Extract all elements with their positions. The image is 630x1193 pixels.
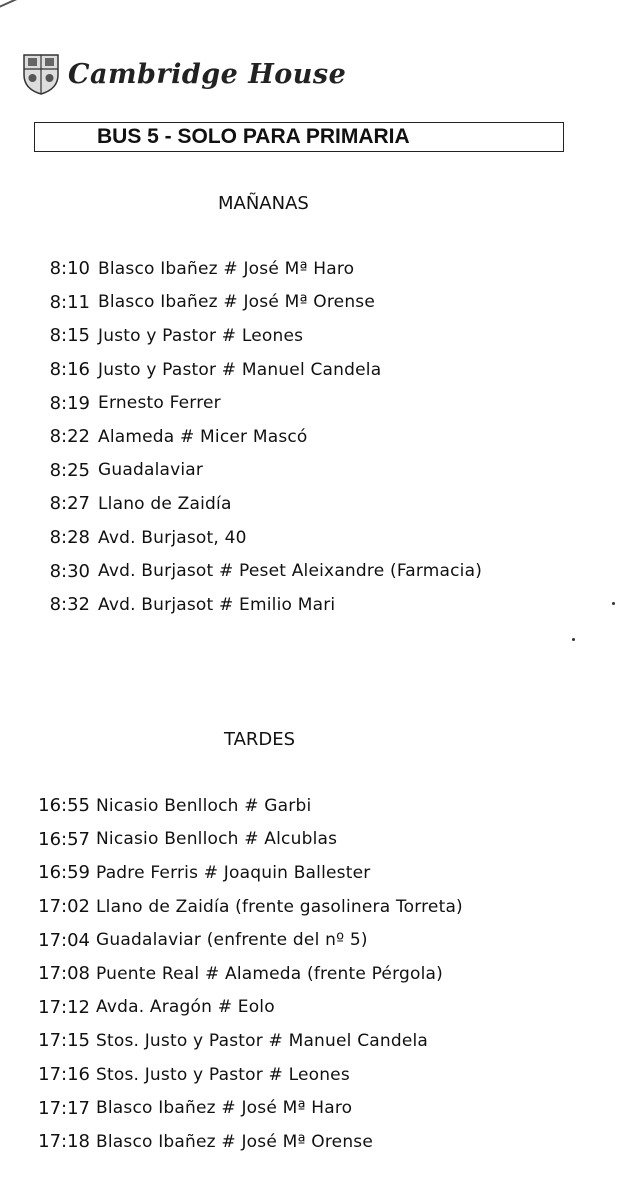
stop-name: Avd. Burjasot # Peset Aleixandre (Farmacia)	[98, 561, 483, 582]
morning-heading: MAÑANAS	[218, 193, 309, 214]
stop-time: 8:16	[49, 359, 90, 381]
stop-time: 16:55	[38, 795, 90, 817]
schedule-row	[28, 991, 463, 1025]
schedule-row	[28, 1024, 463, 1058]
schedule-row	[42, 454, 482, 488]
stop-time: 8:19	[49, 392, 90, 414]
morning-schedule	[42, 252, 482, 622]
stop-time: 17:15	[38, 1030, 90, 1052]
stop-name: Avd. Burjasot # Emilio Mari	[98, 594, 336, 615]
stop-name: Nicasio Benlloch # Alcublas	[96, 829, 338, 850]
stop-time: 16:57	[38, 828, 90, 850]
schedule-row	[42, 420, 482, 454]
stop-time: 17:02	[38, 896, 90, 918]
schedule-row	[42, 554, 482, 588]
schedule-row	[42, 252, 482, 286]
schedule-row	[42, 386, 482, 420]
stop-name: Llano de Zaidía	[98, 493, 232, 514]
schedule-row	[42, 319, 482, 353]
stop-time: 8:11	[49, 291, 90, 313]
stop-time: 17:17	[38, 1097, 90, 1119]
schedule-row	[42, 588, 482, 622]
stop-time: 17:08	[38, 963, 90, 985]
stop-name: Blasco Ibañez # José Mª Haro	[96, 1098, 353, 1119]
schedule-row	[28, 789, 463, 823]
afternoon-heading: TARDES	[224, 729, 296, 750]
page-title: BUS 5 - SOLO PARA PRIMARIA	[97, 125, 410, 148]
stop-time: 17:16	[38, 1064, 90, 1086]
schedule-row	[28, 823, 463, 857]
stop-name: Nicasio Benlloch # Garbi	[96, 795, 312, 816]
stop-name: Blasco Ibañez # José Mª Orense	[98, 292, 376, 313]
schedule-row	[28, 923, 463, 957]
stop-name: Avd. Burjasot, 40	[98, 527, 247, 548]
stop-name: Justo y Pastor # Manuel Candela	[98, 359, 382, 380]
header	[22, 52, 346, 96]
stop-time: 17:12	[38, 996, 90, 1018]
scan-corner-line	[0, 0, 100, 12]
stop-name: Alameda # Micer Mascó	[98, 426, 308, 447]
stop-name: Guadalaviar (enfrente del nº 5)	[96, 930, 368, 951]
brand-name: Cambridge House	[68, 58, 347, 90]
stop-time: 17:18	[38, 1131, 90, 1153]
afternoon-schedule	[28, 789, 463, 1159]
stop-name: Justo y Pastor # Leones	[98, 325, 304, 346]
scan-speck	[572, 638, 575, 641]
stop-time: 17:04	[38, 929, 90, 951]
schedule-row	[28, 890, 463, 924]
stop-time: 8:10	[49, 258, 90, 280]
stop-name: Ernesto Ferrer	[98, 393, 221, 414]
stop-name: Llano de Zaidía (frente gasolinera Torreta)	[96, 896, 463, 917]
stop-time: 8:27	[49, 493, 90, 515]
schedule-row	[42, 353, 482, 387]
stop-name: Stos. Justo y Pastor # Leones	[96, 1064, 350, 1085]
stop-name: Guadalaviar	[98, 460, 204, 481]
schedule-row	[28, 1091, 463, 1125]
stop-time: 8:30	[49, 560, 90, 582]
stop-time: 8:28	[49, 527, 90, 549]
stop-time: 8:22	[49, 426, 90, 448]
schedule-row	[28, 1058, 463, 1092]
stop-name: Stos. Justo y Pastor # Manuel Candela	[96, 1030, 429, 1051]
stop-time: 8:15	[49, 325, 90, 347]
stop-name: Puente Real # Alameda (frente Pérgola)	[96, 963, 443, 984]
schedule-row	[28, 957, 463, 991]
schedule-row	[28, 1125, 463, 1159]
stop-name: Blasco Ibañez # José Mª Haro	[98, 258, 355, 279]
stop-name: Padre Ferris # Joaquin Ballester	[96, 862, 371, 883]
title-box	[34, 122, 564, 152]
stop-time: 8:25	[49, 459, 90, 481]
school-crest-icon	[22, 53, 60, 95]
schedule-row	[42, 521, 482, 555]
stop-name: Blasco Ibañez # José Mª Orense	[96, 1131, 374, 1152]
stop-time: 8:32	[49, 594, 90, 616]
schedule-row	[42, 286, 482, 320]
schedule-row	[42, 487, 482, 521]
schedule-row	[28, 856, 463, 890]
stop-name: Avda. Aragón # Eolo	[96, 997, 275, 1018]
scan-speck	[612, 602, 615, 605]
stop-time: 16:59	[38, 862, 90, 884]
